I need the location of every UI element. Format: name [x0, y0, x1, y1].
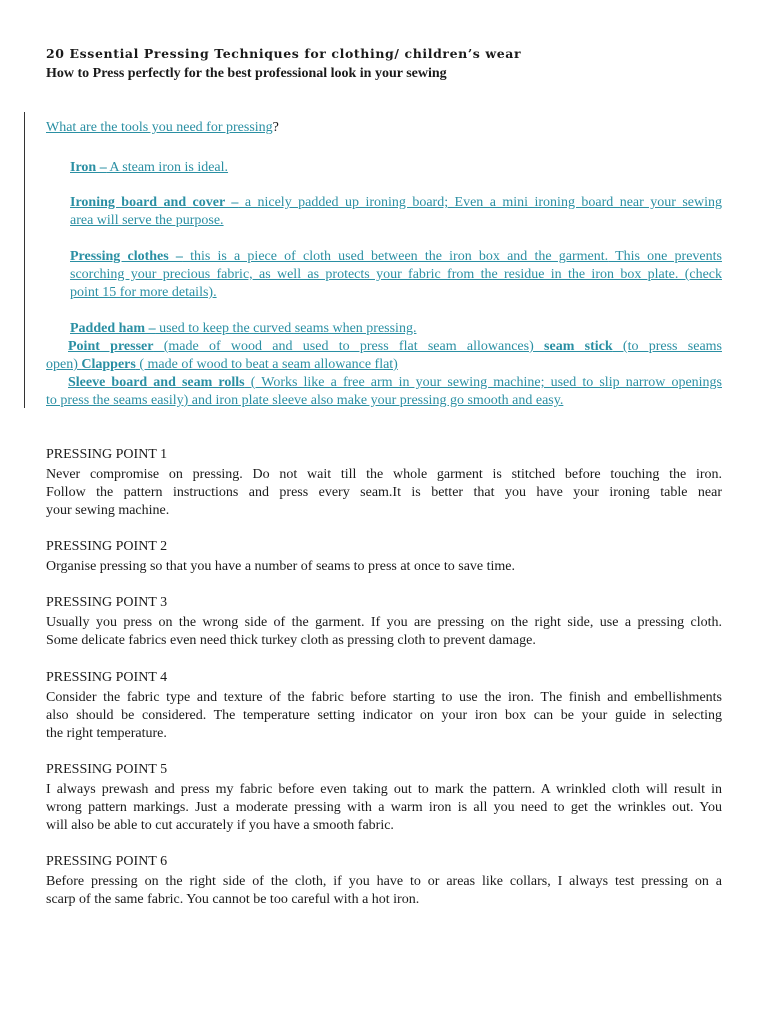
pressing-point-2-body	[46, 558, 722, 576]
point-line: the right temperature.	[46, 726, 167, 741]
pressing-point-5-heading: PRESSING POINT 5	[46, 762, 168, 777]
pressing-point-2-heading: PRESSING POINT 2	[46, 539, 168, 554]
tools-question-text: What are the tools you need for pressing	[46, 120, 273, 135]
tool-ham-term: Padded ham –	[70, 321, 156, 336]
pressing-point-6-heading: PRESSING POINT 6	[46, 854, 168, 869]
tool-ham-desc: used to keep the curved seams when pressing.	[155, 321, 417, 336]
tool-iron-term: Iron –	[70, 160, 107, 175]
tool-padded-ham	[70, 320, 722, 338]
tool-sleeve-board	[46, 374, 722, 410]
point-line: scarp of the same fabric. You cannot be too careful with a hot iron.	[46, 892, 420, 907]
point-line: Organise pressing so that you have a number of seams to press at once to save time.	[46, 559, 516, 574]
document-title: 20 Essential Pressing Techniques for clothing/ children’s wear	[46, 46, 522, 61]
tool-cloth-desc-2: scorching your precious fabric, as well as protects your fabric from the residue in the iron box plate. (check	[70, 267, 722, 282]
point-line: Before pressing on the right side of the cloth, if you have to or areas like collars, I always test pressing on a	[46, 874, 722, 889]
tool-stick-term: seam stick	[544, 339, 613, 354]
margin-bar	[24, 112, 25, 408]
tool-presser-term: Point presser	[68, 339, 154, 354]
tool-ironing-board	[70, 194, 722, 230]
point-line: Some delicate fabrics even need thick turkey cloth as pressing cloth to prevent damage.	[46, 633, 536, 648]
tool-stick-desc: (to press seams	[612, 339, 722, 354]
pressing-point-6-body	[46, 873, 722, 909]
tool-board-term: Ironing board and cover –	[70, 195, 239, 210]
point-line: Consider the fabric type and texture of the fabric before starting to use the iron. The finish and embellishments	[46, 690, 722, 705]
point-line: wrong pattern markings. Just a moderate pressing with a warm iron is all you need to get the wrinkles out. You	[46, 800, 722, 815]
tools-question	[46, 120, 279, 136]
point-line: Never compromise on pressing. Do not wait till the whole garment is stitched before touching the iron.	[46, 467, 722, 482]
tool-sleeve-desc-1: ( Works like a free arm in your sewing machine; used to slip narrow openings	[244, 375, 722, 390]
tool-sleeve-term: Sleeve board and seam rolls	[68, 375, 245, 390]
tool-board-desc-2: area will serve the purpose.	[70, 213, 224, 228]
tools-question-mark: ?	[272, 120, 279, 135]
document-subtitle: How to Press perfectly for the best professional look in your sewing	[46, 66, 447, 81]
tool-sleeve-desc-2: to press the seams easily) and iron plate sleeve also make your pressing go smooth and easy.	[46, 393, 564, 408]
pressing-point-3-body	[46, 614, 722, 650]
pressing-point-1-body	[46, 466, 722, 520]
pressing-point-1-heading: PRESSING POINT 1	[46, 447, 168, 462]
tool-clappers-term: Clappers	[81, 357, 136, 372]
point-line: your sewing machine.	[46, 503, 170, 518]
pressing-point-3-heading: PRESSING POINT 3	[46, 595, 168, 610]
point-line: will also be able to cut accurately if you have a smooth fabric.	[46, 818, 394, 833]
pressing-point-5-body	[46, 781, 722, 835]
tool-clappers-desc: ( made of wood to beat a seam allowance flat)	[135, 357, 398, 372]
tool-cloth-desc-1b: This one prevents	[608, 249, 722, 264]
tool-board-desc-1: a nicely padded up ironing board; Even a mini ironing board near your sewing	[238, 195, 722, 210]
tool-iron-desc: A steam iron is ideal.	[106, 160, 229, 175]
tool-cloth-desc-3: point 15 for more details).	[70, 285, 217, 300]
point-line: also should be considered. The temperature setting indicator on your iron box can be your guide in selecting	[46, 708, 722, 723]
tool-iron	[70, 159, 722, 177]
pressing-point-4-heading: PRESSING POINT 4	[46, 670, 168, 685]
tool-cloth-desc-1: this is a piece of cloth used between the iron box and the garment.	[182, 249, 609, 264]
pressing-point-4-body	[46, 689, 722, 743]
point-line: Follow the pattern instructions and press every seam.It is better that you have your ironing table near	[46, 485, 722, 500]
tool-pressing-cloth	[70, 248, 722, 302]
point-line: Usually you press on the wrong side of the garment. If you are pressing on the right side, use a pressing cloth.	[46, 615, 722, 630]
tool-presser-desc: (made of wood and used to press flat seam allowances)	[153, 339, 545, 354]
tool-open-text: open)	[46, 357, 82, 372]
tool-cloth-term: Pressing clothes –	[70, 249, 183, 264]
tool-point-presser	[46, 338, 722, 374]
point-line: I always prewash and press my fabric before even taking out to mark the pattern. A wrinkled cloth will result in	[46, 782, 722, 797]
